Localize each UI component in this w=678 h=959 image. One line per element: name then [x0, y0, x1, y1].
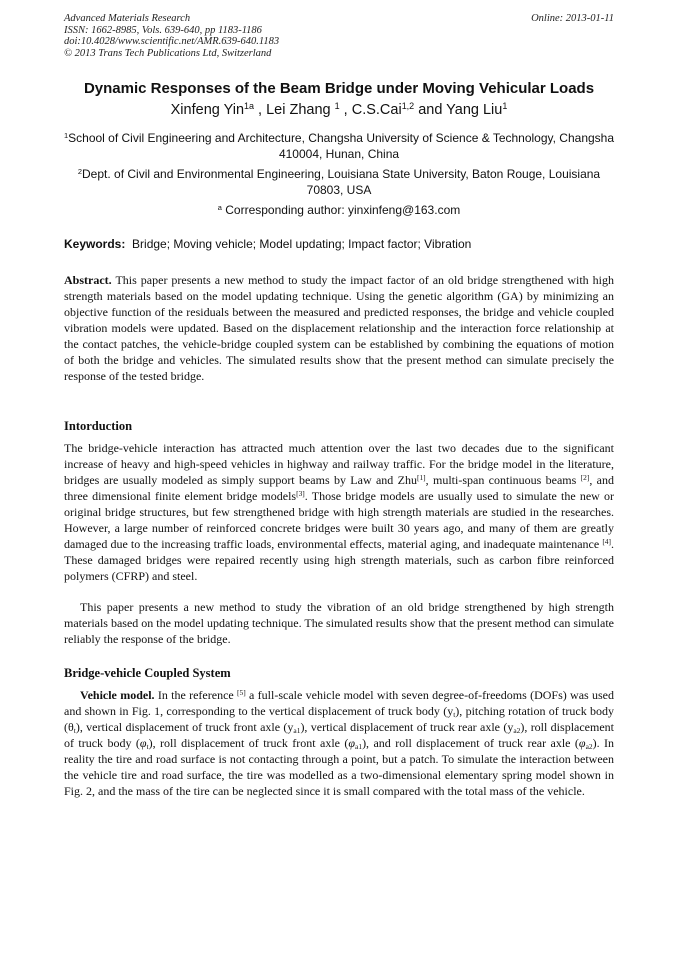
journal-header	[64, 13, 279, 59]
author-sup: 1,2	[401, 101, 415, 112]
subscript: a1	[293, 725, 301, 735]
journal-name: Advanced Materials Research	[64, 13, 191, 24]
subscript: t	[73, 725, 76, 735]
intro-paragraph-1	[64, 440, 614, 584]
phi-symbol: φ	[578, 736, 586, 750]
intro-text: The bridge-vehicle interaction has attracted much attention over the last two decades due to the significant increase of heavy and high-speed vehicles in highway and railway traffic. For the bridge model in the literature, bridges are usually modeled as simply support beams by Law and Zhu	[64, 441, 614, 487]
copyright-line: © 2013 Trans Tech Publications Ltd, Switzerland	[64, 47, 272, 59]
vehicle-model-paragraph	[64, 687, 614, 799]
body-text: ). In reality the tire and road surface is not contacting through a point, but a patch. To simulate the interaction between the vehicle tire and road surface, the tire was modelled as a two-dimensional elementary spring model shown in Fig. 2, and the mass of the tire can be neglected since it is small compared with the total mass of the vehicle.	[64, 736, 614, 798]
author-sup: 1a	[244, 101, 255, 112]
corresponding-author	[64, 202, 614, 218]
author-name: , C.S.Cai	[343, 102, 402, 118]
subsection-label: Vehicle model.	[80, 688, 155, 702]
affiliation-2	[64, 166, 614, 198]
body-text: ), and roll displacement of truck rear axle (	[362, 736, 579, 750]
author-name: Xinfeng Yin	[170, 102, 245, 118]
subscript: t	[146, 741, 149, 751]
subscript: a1	[355, 741, 363, 751]
subscript: a2	[585, 741, 593, 751]
subscript: a2	[513, 725, 521, 735]
abstract-text: This paper presents a new method to study the impact factor of an old bridge strengthened with high strength materials based on the model updating technique. Using the genetic algorithm (GA) by minimizing an objective function of the residuals between the measured and predicted responses, the bridge and vehicle coupled vibration models were updated. Based on the displacement relationship and the interaction force relationship at the contact patches, the vehicle-bridge coupled system can be established by combining the equations of motion of both the bridge and vehicles. The simulated results show that the present method can simulate precisely the response of the tested bridge.	[64, 273, 614, 383]
section-heading-introduction: Intorduction	[64, 419, 133, 433]
paper-title: Dynamic Responses of the Beam Bridge under Moving Vehicular Loads	[83, 80, 595, 97]
intro-text: , and three dimensional finite element bridge models	[64, 473, 615, 503]
body-text: ), vertical displacement of truck front axle (y	[75, 720, 294, 734]
author-list	[40, 102, 638, 118]
online-date: Online: 2013-01-11	[531, 13, 614, 24]
affiliation-text: Dept. of Civil and Environmental Engineering, Louisiana State University, Baton Rouge, Louisiana 70803, USA	[82, 167, 601, 197]
author-sup: 1	[334, 101, 340, 112]
phi-symbol: φ	[139, 736, 147, 750]
abstract	[64, 272, 614, 384]
citation: [5]	[237, 687, 246, 697]
corresponding-sup: a	[217, 202, 222, 212]
affiliation-sup: 2	[77, 166, 83, 176]
keywords-label: Keywords:	[64, 237, 126, 251]
body-text: ), roll displacement of truck front axle (	[148, 736, 349, 750]
citation: [4]	[602, 536, 611, 546]
body-text: ), pitching rotation of truck body (θ	[64, 704, 614, 734]
corresponding-text: Corresponding author: yinxinfeng@163.com	[225, 203, 461, 217]
issn-line: ISSN: 1662-8985, Vols. 639-640, pp 1183-1186	[64, 24, 262, 36]
intro-text: , multi-span continuous beams	[425, 473, 581, 487]
intro-text: . These damaged bridges were repaired recently using high strength materials, such as carbon fibre reinforced polymers (CFRP) and steel.	[64, 537, 614, 583]
author-name: and Yang Liu	[418, 102, 503, 118]
phi-symbol: φ	[348, 736, 356, 750]
body-text: a full-scale vehicle model with seven degree-of-freedoms (DOFs) was used and shown in Fig. 1, corresponding to the vertical displacement of truck body (y	[64, 688, 615, 718]
citation: [3]	[296, 488, 305, 498]
keywords	[64, 237, 471, 251]
affiliation-text: School of Civil Engineering and Architecture, Changsha University of Science & Technology, Changsha 410004, Hunan, China	[68, 131, 615, 161]
affiliation-1	[64, 130, 614, 162]
affiliation-sup: 1	[64, 130, 69, 140]
doi-line: doi:10.4028/www.scientific.net/AMR.639-640.1183	[64, 36, 280, 48]
subscript: t	[453, 709, 456, 719]
author-name: , Lei Zhang	[258, 102, 331, 118]
citation: [1]	[416, 472, 426, 482]
intro-text: . Those bridge models are usually used to simulate the new or original bridge structures, but few strengthened bridge with high strength materials are studied in the researches. However, a large number of reinforced concrete bridges were built 30 years ago, and many of them are greatly damaged due to the increasing traffic loads, environmental effects, material aging, and inadequate maintenance	[64, 489, 615, 551]
citation: [2]	[580, 472, 590, 482]
author-sup: 1	[502, 101, 508, 112]
body-text: In the reference	[154, 688, 238, 702]
body-text: ), vertical displacement of truck rear axle (y	[300, 720, 514, 734]
intro-paragraph-2: This paper presents a new method to study the vibration of an old bridge strengthened by high strength materials based on the model updating technique. The simulated results show that the present method can simulate reliably the response of the bridge.	[64, 600, 614, 646]
abstract-label: Abstract.	[64, 273, 112, 287]
section-heading-coupled-system: Bridge-vehicle Coupled System	[64, 666, 231, 680]
keywords-text: Bridge; Moving vehicle; Model updating; Impact factor; Vibration	[132, 237, 472, 251]
body-text: ), roll displacement of truck body (	[64, 720, 614, 750]
